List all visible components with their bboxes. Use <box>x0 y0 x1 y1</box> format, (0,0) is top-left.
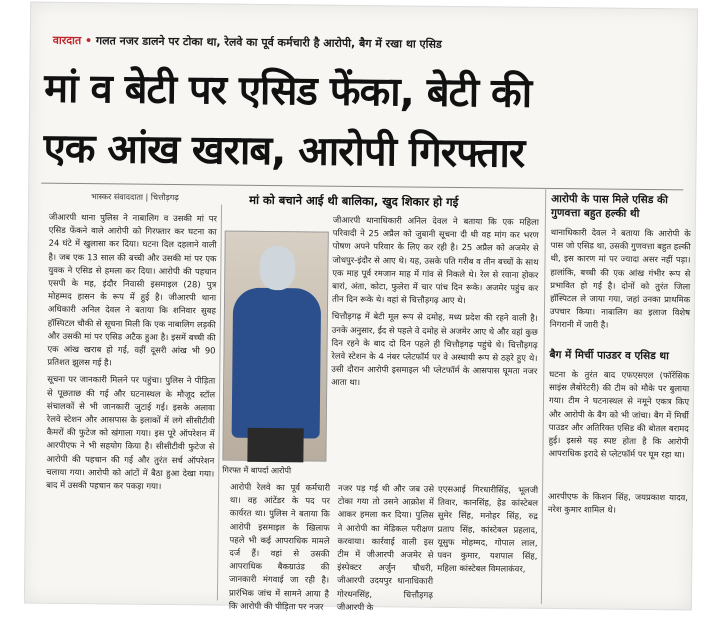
divider-vertical-left <box>217 205 222 601</box>
middle-subhead: मां को बचाने आई थी बालिका, खुद शिकार हो गई <box>249 192 459 210</box>
bottom-column-3: एएसआई गिरधारीसिंह, भूलजी तिवार, कानसिंह, हेड कांस्टेबल सुमेर सिंह, मनोहर सिंह, रुद्र प्रताप सिंह, कांस्टेबल प्रहलाद, यूसुफ मोहम्मद, गोपाल लाल, पवन कुमार, यशपाल सिंह, महिला कांस्टेबल विमलाकंवर, <box>437 483 539 574</box>
headline-line-2: एक आंख खराब, आरोपी गिरफ्तार <box>43 125 525 177</box>
right-heading-2: बैग में मिर्ची पाउडर व एसिड था <box>549 348 669 363</box>
kicker-line <box>53 33 683 60</box>
right-text-2: घटना के तुरंत बाद एफएसएल (फॉरेंसिक साइंस लैबोरेटरी) की टीम को मौके पर बुलाया गया। टीम ने घटनास्थल से नमूने एकत्र किए और आरोपी के बैग को भी जांचा। बैग में मिर्ची पाउडर और अतिरिक्त एसिड की बोतल बरामद हुई। इससे यह स्पष्ट होता है कि आरोपी आपराधिक इरादे से प्लेटफॉर्म पर घूम रहा था। <box>548 368 690 460</box>
right-text-1: थानाधिकारी देवल ने बताया कि आरोपी के पास जो एसिड था, उसकी गुणवत्ता बहुत हल्की थी, इस कारण मां पर ज्यादा असर नहीं पड़ा। हालांकि, बच्ची की एक आंख गंभीर रूप से प्रभावित हो गई है। दोनों को तुरंत जिला हॉस्पिटल ले जाया गया, जहां उनका प्राथमिक उपचार किया। नाबालिग का इलाज विशेष निगरानी में जारी है। <box>549 226 691 331</box>
column-middle-para-2: चित्तौड़गढ़ में बेटी मूल रूप से दमोह, मध्य प्रदेश की रहने वाली है। उनके अनुसार, ईद से पहले वे दमोह से अजमेर आए थे और वहां कुछ दिन रहने के बाद दो दिन पहले ही चित्तौड़गढ़ पहुंचे थे। चित्तौड़गढ़ रेलवे स्टेशन के 4 नंबर प्लेटफॉर्म पर वे अस्थायी रूप से ठहरे हुए थे। उसी दौरान आरोपी इसमाइल भी प्लेटफॉर्म के आसपास घूमता नजर आता था। <box>331 311 538 388</box>
bottom-column-2: नजर पड़ गई थी और जब उसे टोका गया तो उसने आक्रोश में आकर हमला कर दिया। पुलिस ने आरोपी का मेडिकल परीक्षण करवाया। कार्रवाई वाली इस टीम में जीआरपी अजमेर से इंस्पेक्टर अर्जुन चौधरी, जीआरपी उदयपुर थानाधिकारी गोरधनसिंह, चित्तौड़गढ़ जीआरपी के <box>336 482 435 612</box>
photo-caption: गिरफ्त में बापर्दा आरोपी <box>222 465 292 476</box>
accused-photo <box>222 231 328 462</box>
column-left-para-1: जीआरपी थाना पुलिस ने नाबालिग व उसकी मां पर एसिड फेंकने वाले आरोपी को गिरफ्तार कर घटना का 24 घंटे में खुलासा कर दिया। घटना दिल दहलाने वाली है। जब एक 13 साल की बच्ची और उसकी मां पर एक युवक ने एसिड से हमला कर दिया। आरोपी की पहचान एसपी के मह, इंदौर निवासी इसमाइल (28) पुत्र मोहम्मद हासन के रूप में हुई है। जीआरपी थाना अधिकारी अनिल देवल ने बताया कि शनिवार सुबह हॉस्पिटल चौकी से सूचना मिली कि एक नाबालिग लड़की और उसकी मां पर एसिड अटैक हुआ है। इसमें बच्ची की एक आंख खराब हो गई, वहीं दूसरी आंख भी 90 प्रतिशत झुलस गई है। <box>47 211 217 368</box>
photo-figure-head-blurred <box>259 246 295 290</box>
column-left <box>45 211 217 593</box>
kicker-separator-icon: • <box>84 34 96 48</box>
photo-figure-legs <box>247 428 303 463</box>
column-left-para-2: सूचना पर जानकारी मिलने पर पहुंचा। पुलिस ने पीड़िता से पूछताछ की गई और घटनास्थल के मौजूद स्टॉल संचालकों से भी जानकारी जुटाई गई। इसके अलावा रेलवे स्टेशन और आसपास के इलाकों में लगे सीसीटीवी कैमरों की फुटेज को खंगाला गया। इस पूरे ऑपरेशन में आरपीएफ ने भी सहयोग किया है। सीसीटीवी फुटेज से आरोपी की पहचान की गई और तुरंत सर्च ऑपरेशन चलाया गया। आरोपी को आंटों में बैठा हुआ देखा गया। बाद में उसकी पहचान कर पकड़ा गया। <box>46 374 216 491</box>
divider-vertical-right <box>541 188 546 604</box>
bottom-column-1: आरोपी रेलवे का पूर्व कर्मचारी था। वह आंटेंडर के पद पर कार्यरत था। पुलिस ने बताया कि आरोपी इसमाइल के खिलाफ पहले भी कई आपराधिक मामले दर्ज हैं। वहां से उसकी आपराधिक बैकग्राउंड की जानकारी मंगवाई जा रही है। प्रारंभिक जांच में सामने आया है कि आरोपी की पीड़िता पर नजर <box>228 481 331 612</box>
column-middle <box>330 214 539 474</box>
divider-horizontal <box>41 183 683 191</box>
bottom-column-4: आरपीएफ के किशन सिंह, जयप्रकाश यादव, नरेश कुमार शामिल थे। <box>547 490 689 515</box>
kicker-tag: वारदात <box>52 33 82 48</box>
byline: भास्कर संवाददाता | चित्तौड़गढ़ <box>91 192 179 203</box>
column-middle-para-1: जीआरपी थानाधिकारी अनिल देवल ने बताया कि एक महिला परिवादी ने 25 अप्रैल को जुबानी सूचना दी थी वह मांग कर भरण पोषण अपने परिवार के लिए कर रही है। 25 अप्रैल को अजमेर से जोधपुर-इंदौर से आए थे। यह, उसके पति गरीब व तीन बच्चों के साथ एक माह पूर्व रमजान माह में गांव से निकले थे। रेल से रवाना होकर बारां, अंता, कोटा, फुलेरा में चार पांच दिन रूके। अजमेर पहुंच कर तीन दिन रूके थे। वहां से चित्तौड़गढ़ आए थे। <box>332 214 539 306</box>
right-heading-1: आरोपी के पास मिले एसिड की गुणवत्ता बहुत हल्की थी <box>550 192 668 220</box>
photo-figure-torso <box>232 288 322 439</box>
newspaper-clipping <box>25 3 697 610</box>
headline-line-1: मां व बेटी पर एसिड फेंका, बेटी की <box>44 65 532 117</box>
kicker-text: गलत नजर डालने पर टोका था, रेलवे का पूर्व कर्मचारी है आरोपी, बैग में रखा था एसिड <box>95 34 442 51</box>
